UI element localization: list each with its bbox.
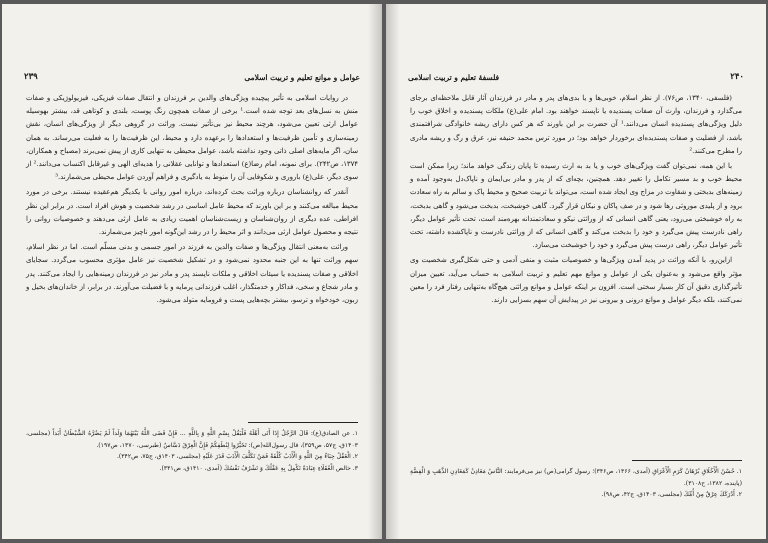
page-number: ۲۴۰: [730, 72, 744, 82]
paragraph: (فلسفی، ۱۳۴۰، ص۷۶). از نظر اسلام، خوبی‌ها و یا بدی‌های پدر و مادر در فرزندان آثار قابل ملاحظه‌ای برجای می‌گذارد و فرزندان، وارث آن صفات پسندیده یا ناپسند خواهند بود. امام علی(ع) ملکات پسندیده و اخلاق خوب را دلیل ویژگی‌های پسندیده انسان می‌دانند.¹ آن حضرت بر این باورند که هر کس دارای ریشه خانوادگی شرافتمندی باشد، از فضلیت و صفات پسندیده‌ای برخوردار خواهد بود؛ در مورد ترس محمد حنیفه نیز، عرق و رگ و ریشه مادری را مطرح می‌کنند.²: [410, 94, 742, 155]
paragraph: آنقدر که روانشناسان درباره وراثت بحث کرده‌اند، درباره امور روانی با یکدیگر هم‌عقیده نیستند. برخی در مورد محیط مبالغه می‌کنند و بر این باورند که محیط عامل اساسی در رشد شخصیت و هوش افراد است. در برابر این نظر افراطی، عده دیگری از روان‌شناسان و زیست‌شناسان اهمیت زیادی به عامل ارثی می‌دهند و خصوصیات روانی را نتیجه و محصول عوامل ارثی می‌دانند و اثر محیط را در رشد این‌گونه امور ناچیز می‌شمارند.: [26, 188, 358, 237]
footnote: ۲. أَدْرَكَكَ عِرْقٌ مِنْ أُمِّكَ (مجلسی، ۱۴۰۳ق، ج۴۲، ص۹۸).: [601, 491, 742, 499]
body-text: [26, 92, 358, 309]
spine-shadow: [386, 4, 400, 539]
running-title: عوامل و موانع تعلیم و تربیت اسلامی: [244, 72, 360, 82]
paragraph: در روایات اسلامی به تأثیر پیچیده ویژگی‌های والدین بر فرزندان و انتقال صفات فیزیکی، فیزیولوژیکی و صفات منش به نسل‌های بعد توجه شده است.¹ برخی از صفات همچون رنگ پوست، بلندی و کوتاهی قد، بیشتر بهوسیله عوامل ارثی تعیین می‌شود، هرچند محیط نیز بی‌تأثیر نیست. وراثت در گروهی دیگر از ویژگی‌های انسان، نقش زمینه‌سازی و تأمین ظرفیت‌ها و استعدادها را برعهده دارد و محیط، این ظرفیت‌ها را به فعلیت می‌رساند. به همان سان، اگر مایه‌های اصلی ذاتی وجود نداشته باشد، عوامل محیطی به تنهایی کاری از پیش نمی‌برند (مصباح و همکاران، ۱۳۷۴، ص۲۴۲). برای نمونه، امام رضا(ع) استعدادها و توانایی عقلانی را هدیه‌ای الهی و غیرقابل اکتساب می‌دانند.² از سوی دیگر، علی(ع) باروری و شکوفایی آن را منوط به یادگیری و فراهم آوردن عوامل محیطی می‌شمارند.³: [26, 94, 358, 182]
paragraph: با این همه، نمی‌توان گفت ویژگی‌های خوب و یا بد به ارث رسیده تا پایان زندگی خواهد ماند؛ زیرا ممکن است محیط خوب و بد مسیر تکامل را تغییر دهد. همچنین، بچه‌ای که از پدر و مادر بی‌ایمان و ناپاک‌دل به‌وجود آمده و زمینه‌های بدبختی و شقاوت در مزاج وی ایجاد شده است، می‌تواند با تربیت صحیح و محیط پاک و سالم به راه سعادت برود و از پلیدی موروثی رها شود و در صف پاکان و نیکان قرار گیرد. گاهی خوشبخت، بدبخت می‌شود و گاهی بدبخت، به راه خوشبختی می‌رود، یعنی گاهی انسانی که از وراثتی نیکو و سعادتمندانه بهره‌مند است، تحت تأثیر عوامل دیگر، راهی نادرست پیش می‌گیرد و خود را بدبخت می‌کند و گاهی انسانی که از وراثتی نادرست و ناپاکشده داشته، تحت تأثیر عوامل دیگر، راهی درست پیش می‌گیرد و خود را خوشبخت می‌سازد.: [410, 162, 742, 250]
left-page: [2, 4, 382, 539]
footnote-divider: [248, 422, 358, 423]
footnote: ۱. حُسْنُ الْأَخْلَاقِ بُرْهَانُ كَرَمِ الْأَعْرَاقِ (آمدی، ۱۳۶۶، ص۳۴۶)؛ رسول گرامی(ص) نیز می‌فرمایند: النَّاسُ مَعَادِنُ كَمَعَادِنِ الذَّهَبِ وَ الْفِضَّةِ (پاینده، ۱۳۸۲، ح۳۱۰۸).: [410, 468, 742, 487]
footnote: ۲. الْعَقْلُ حِبَاءٌ مِنَ اللَّهِ وَ الْأَدَبُ كُلْفَةٌ فَمَنْ تَكَلَّفَ الْأَدَبَ قَدَرَ عَلَيْهِ (مجلسی، ۱۴۰۳ق، ج۷۵، ص۳۴۲).: [116, 453, 358, 461]
footnotes: [410, 466, 742, 501]
paragraph: وراثت به‌معنی انتقال ویژگی‌ها و صفات والدین به فرزند در امور جسمی و بدنی مسلّم است. اما در نظر اسلام، سهم وراثت تنها به این جنبه محدود نمی‌شود و در تشکیل شخصیت نیز عامل مؤثری محسوب می‌گردد. سجایای اخلاقی و صفات پسندیده یا سیئات اخلاقی و ملکات ناپسند پدر و مادر نیز در فرزندان زمینه‌هایی را ایجاد می‌کنند. پدر و مادر شجاع و سخی، فداکار و خدمتگذار، اغلب فرزندانی پرمایه و با فضیلت می‌آورند. در برابر، از خاندان‌های بخیل و زبون، خودخواه و ترسو، بیشتر بچه‌هایی پست و فرومایه متولد می‌شود.: [26, 243, 358, 305]
page-header: [408, 70, 744, 84]
right-page: [386, 4, 766, 539]
footnote: ۱. عن الصادق(ع): قَالَ الرَّجُلُ إِذَا أَتَى أَهْلَهُ فَلْيَقُلْ بِسْمِ اللَّهِ وَ بِاللَّهِ ... فَإِنْ قَضَى اللَّهُ بَيْنَهُمَا وَلَداً لَمْ يَضُرَّهُ الشَّيْطَانُ أَبَداً (مجلسی، ۱۴۰۳ق، ج۵۷، ص۳۵۹)، قال رسول‌الله(ص): تَخَيَّرُوا لِنُطَفِكُمْ فَإِنَّ الْعِرْقَ دَسَّاسٌ (طبرسی، ۱۳۷۰، ص۱۹۷).: [26, 430, 358, 449]
running-title: فلسفهٔ تعلیم و تربیت اسلامی: [408, 72, 500, 82]
page-header: [24, 70, 360, 84]
page-number: ۲۳۹: [24, 72, 38, 82]
paragraph: ازاین‌رو، با آنکه وراثت در پدید آمدن ویژگی‌ها و خصوصیات مثبت و منفی آدمی و حتی شکل‌گیری شخصیت وی مؤثر واقع می‌شود و به‌عنوان یکی از عوامل و موانع مهم تعلیم و تربیت اسلامی به حساب می‌آید، تعیین میزان تأثیرگذاری دقیق آن کار بسیار سختی است. افزون بر اینکه عوامل و موانع وراثتی هیچ‌گاه به‌تنهایی رفتار فرد را معین نمی‌کنند، بلکه دیگر عوامل و موانع درونی و بیرونی نیز در پیدایش آن سهم بسزایی دارند.: [410, 256, 742, 305]
footnote-divider: [632, 460, 742, 461]
body-text: [410, 92, 742, 309]
footnotes: [26, 428, 358, 474]
footnote: ۳. خالص الْعُقَلَاءِ عِبَادَةٌ تَكْمِلُ بِهِ عَقْلُكَ وَ تَشْرُفُ نَفْسُكَ (آمدی، ۱۴۱۰ق، ص۳۴۱).: [159, 464, 358, 472]
spine-shadow: [368, 4, 382, 539]
